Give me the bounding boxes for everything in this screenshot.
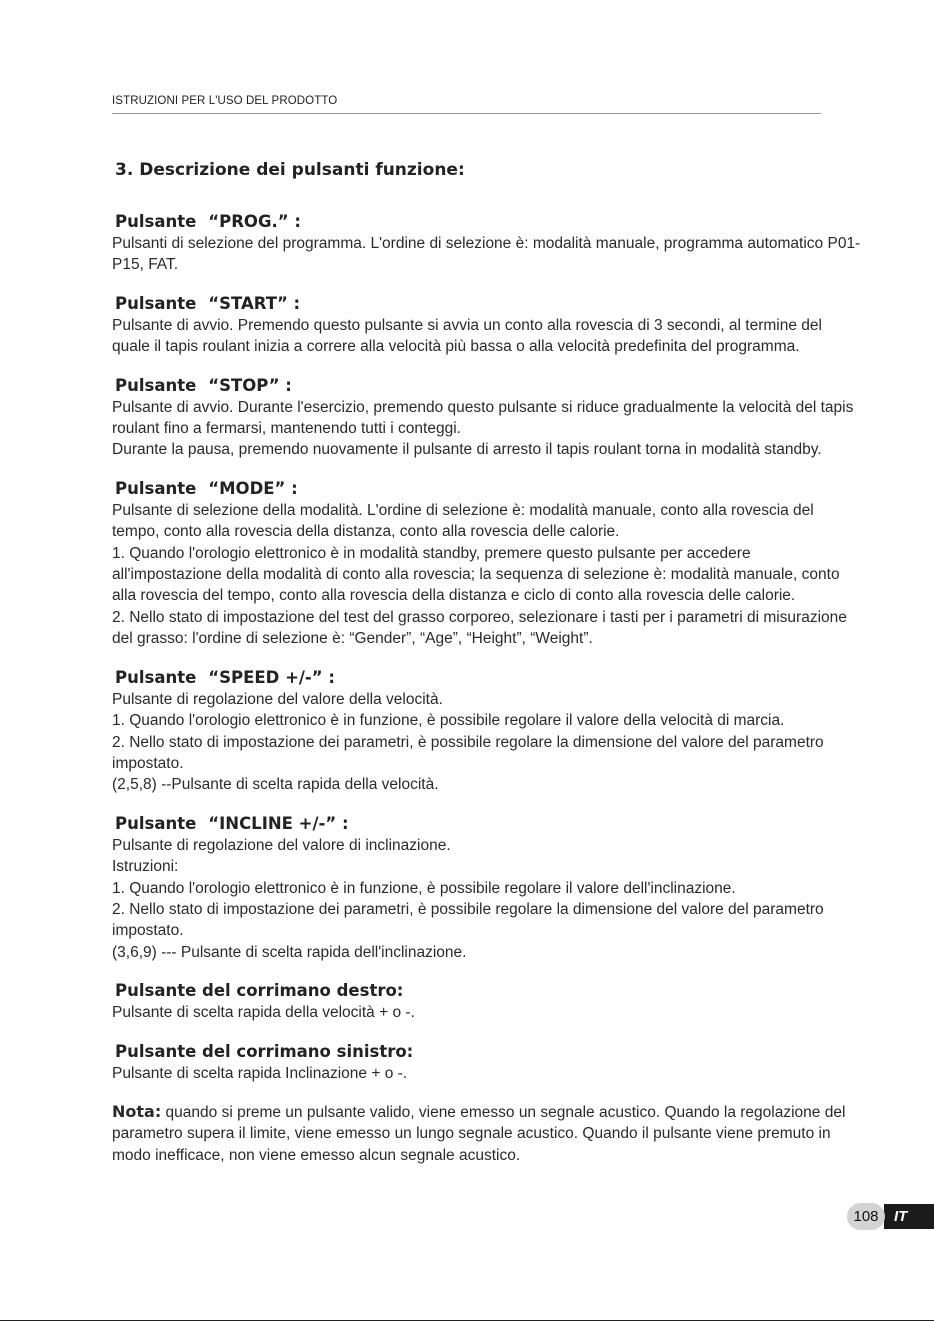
heading-label: Pulsante xyxy=(115,293,197,313)
document-header: ISTRUZIONI PER L'USO DEL PRODOTTO xyxy=(112,95,338,107)
description-block xyxy=(112,478,862,650)
block-heading xyxy=(115,478,862,500)
block-heading xyxy=(115,980,862,1002)
description-paragraph: (2,5,8) --Pulsante di scelta rapida della velocità. xyxy=(112,776,439,794)
note-paragraph xyxy=(112,1101,862,1166)
bottom-divider xyxy=(0,1320,934,1321)
section-title: 3. Descrizione dei pulsanti funzione: xyxy=(115,160,465,180)
heading-label: Pulsante xyxy=(115,813,197,833)
description-paragraph: 2. Nello stato di impostazione dei parametri, è possibile regolare la dimensione del valore del parametro impostato. xyxy=(112,900,824,940)
note-label: Nota: xyxy=(112,1101,162,1121)
description-paragraph: Pulsante di regolazione del valore di inclinazione. xyxy=(112,836,451,854)
description-paragraph: Pulsante di regolazione del valore della velocità. xyxy=(112,690,443,708)
heading-key: “MODE” : xyxy=(208,478,298,498)
heading-label: Pulsante xyxy=(115,375,197,395)
note-text: quando si preme un pulsante valido, viene emesso un segnale acustico. Quando la regolazione del parametro supera il limite, viene emesso un lungo segnale acustico. Quando il pulsante viene premuto in modo inefficace, non viene emesso alcun segnale acustico. xyxy=(112,1103,846,1164)
block-heading xyxy=(115,1041,862,1063)
description-block xyxy=(112,980,862,1023)
header-divider xyxy=(112,113,821,114)
description-paragraph: Pulsante di scelta rapida della velocità + o -. xyxy=(112,1004,415,1022)
description-paragraph: 1. Quando l'orologio elettronico è in modalità standby, premere questo pulsante per accedere all'impostazione della modalità di conto alla rovescia; la sequenza di selezione è: modalità manuale, conto alla rovescia del tempo, conto alla rovescia della distanza e ciclo di conto alla rovescia delle calorie. xyxy=(112,544,840,605)
description-block xyxy=(112,375,862,461)
description-paragraph: 2. Nello stato di impostazione dei parametri, è possibile regolare la dimensione del valore del parametro impostato. xyxy=(112,733,824,772)
block-heading xyxy=(115,293,862,315)
heading-key: “SPEED +/-” : xyxy=(208,667,335,687)
description-paragraph: Pulsante di selezione della modalità. L'ordine di selezione è: modalità manuale, conto alla rovescia del tempo, conto alla rovescia della distanza, conto alla rovescia delle calorie. xyxy=(112,501,814,541)
description-paragraph: 1. Quando l'orologio elettronico è in funzione, è possibile regolare il valore della velocità di marcia. xyxy=(112,712,785,730)
description-block xyxy=(112,667,862,796)
heading-label: Pulsante del corrimano sinistro: xyxy=(115,1041,414,1061)
heading-key: “START” : xyxy=(208,293,301,313)
block-heading xyxy=(115,375,862,397)
description-block xyxy=(112,293,862,358)
heading-label: Pulsante xyxy=(115,478,197,498)
description-paragraph: Durante la pausa, premendo nuovamente il pulsante di arresto il tapis roulant torna in modalità standby. xyxy=(112,441,822,459)
heading-label: Pulsante del corrimano destro: xyxy=(115,981,404,1001)
page-number: 108 xyxy=(847,1203,885,1230)
page-content xyxy=(112,158,862,1166)
description-paragraph: 1. Quando l'orologio elettronico è in funzione, è possibile regolare il valore dell'inclinazione. xyxy=(112,879,736,897)
block-heading xyxy=(115,667,862,689)
description-paragraph: 2. Nello stato di impostazione del test del grasso corporeo, selezionare i tasti per i parametri di misurazione del grasso: l'ordine di selezione è: “Gender”, “Age”, “Height”, “Weight”. xyxy=(112,608,847,648)
language-tab: IT xyxy=(884,1204,934,1229)
block-heading xyxy=(115,211,862,233)
page-badge xyxy=(847,1203,934,1230)
description-paragraph: Pulsanti di selezione del programma. L'ordine di selezione è: modalità manuale, programma automatico P01-P15, FAT. xyxy=(112,235,861,274)
heading-label: Pulsante xyxy=(115,667,197,687)
button-descriptions xyxy=(112,211,862,1084)
description-paragraph: Pulsante di avvio. Premendo questo pulsante si avvia un conto alla rovescia di 3 secondi, al termine del quale il tapis roulant inizia a correre alla velocità più bassa o alla velocità predefinita del programma. xyxy=(112,316,822,356)
heading-key: “PROG.” : xyxy=(208,212,301,231)
description-paragraph: (3,6,9) --- Pulsante di scelta rapida dell'inclinazione. xyxy=(112,943,467,961)
description-paragraph: Istruzioni: xyxy=(112,858,179,876)
heading-key: “INCLINE +/-” : xyxy=(208,813,349,833)
description-paragraph: Pulsante di avvio. Durante l'esercizio, premendo questo pulsante si riduce gradualmente la velocità del tapis roulant fino a fermarsi, mantenendo tutti i conteggi. xyxy=(112,398,854,438)
description-block xyxy=(112,211,862,276)
heading-label: Pulsante xyxy=(115,212,197,231)
description-block xyxy=(112,813,862,963)
block-heading xyxy=(115,813,862,835)
heading-key: “STOP” : xyxy=(208,375,292,395)
description-block xyxy=(112,1041,862,1084)
description-paragraph: Pulsante di scelta rapida Inclinazione + o -. xyxy=(112,1064,408,1082)
